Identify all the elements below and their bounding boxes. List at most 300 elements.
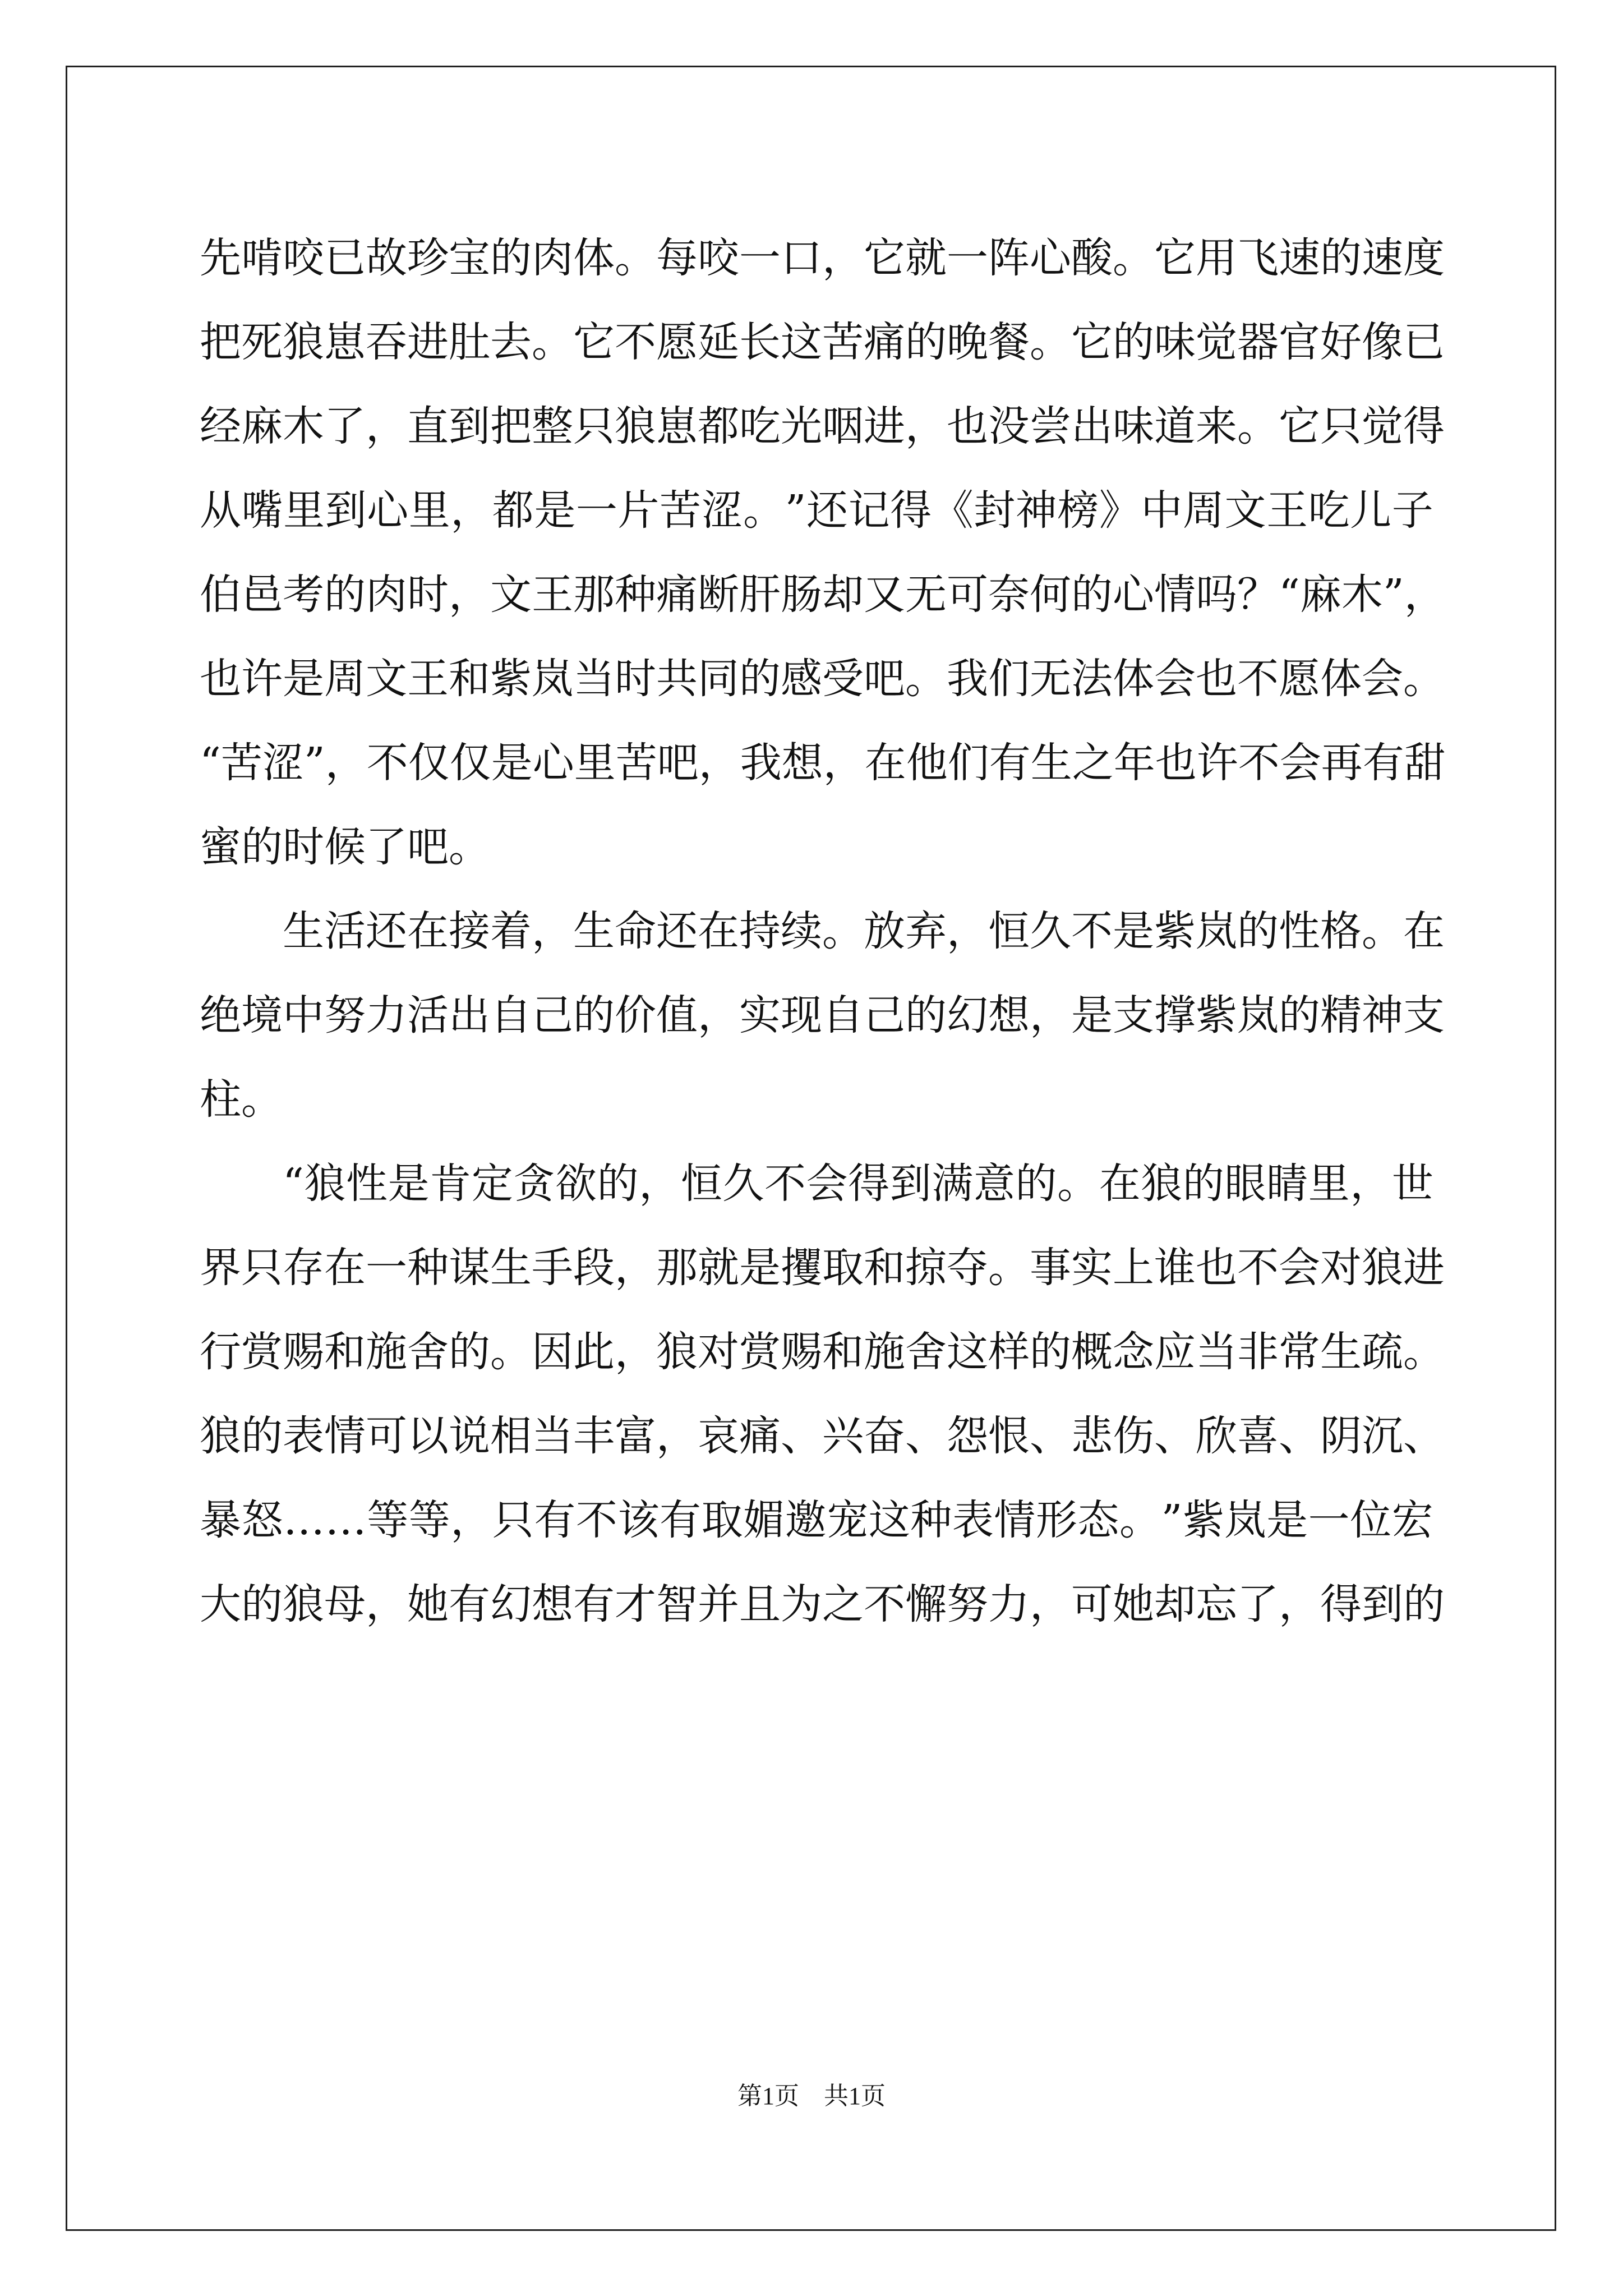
- glyph: 道: [1154, 402, 1196, 450]
- glyph: 不: [575, 1496, 617, 1544]
- glyph: ，: [698, 991, 739, 1039]
- glyph: ，: [656, 1412, 698, 1460]
- glyph: 事: [1030, 1244, 1071, 1292]
- glyph: …: [325, 1496, 367, 1544]
- glyph: 和: [449, 655, 490, 703]
- glyph: 长: [739, 318, 781, 366]
- glyph: 当: [573, 655, 615, 703]
- glyph: 那: [656, 1244, 698, 1292]
- glyph: 有: [449, 1580, 490, 1628]
- glyph: 久: [722, 1159, 764, 1208]
- glyph: 存: [283, 1244, 324, 1292]
- glyph: 也: [200, 655, 241, 703]
- glyph: 》: [1099, 486, 1141, 535]
- glyph: 的: [739, 655, 781, 703]
- glyph: 会: [1362, 655, 1403, 703]
- glyph: 吧: [657, 739, 699, 787]
- glyph: 生: [490, 1244, 532, 1292]
- glyph: ，: [1030, 1580, 1071, 1628]
- glyph: 段: [573, 1244, 615, 1292]
- glyph: 有: [660, 1496, 702, 1544]
- glyph: 里: [408, 486, 450, 535]
- glyph: 之: [1072, 739, 1114, 787]
- glyph: 痛: [739, 1412, 781, 1460]
- glyph: 王: [407, 655, 449, 703]
- glyph: 境: [241, 991, 283, 1039]
- glyph: ，: [532, 907, 573, 955]
- glyph: 愿: [1279, 655, 1320, 703]
- glyph: 一: [1308, 1496, 1350, 1544]
- glyph: 宏: [1391, 1496, 1433, 1544]
- glyph: 咬: [698, 234, 739, 282]
- glyph: 赏: [241, 1328, 283, 1376]
- glyph: 念: [1113, 1328, 1154, 1376]
- glyph: 手: [532, 1244, 573, 1292]
- glyph: 子: [1391, 486, 1433, 535]
- glyph: 在: [1403, 907, 1445, 955]
- glyph: ，: [1279, 1580, 1320, 1628]
- glyph: 里: [574, 739, 616, 787]
- glyph: 岚: [1237, 991, 1279, 1039]
- glyph: 我: [947, 655, 988, 703]
- glyph: …: [283, 1496, 325, 1544]
- glyph: 样: [988, 1328, 1030, 1376]
- glyph: 会: [806, 1159, 848, 1208]
- glyph: 悲: [1071, 1412, 1113, 1460]
- glyph: 苦: [220, 739, 262, 787]
- glyph: 不: [864, 1580, 905, 1628]
- glyph: 考: [283, 570, 324, 619]
- glyph: 岚: [532, 655, 573, 703]
- glyph: 母: [324, 1580, 366, 1628]
- glyph: 是: [283, 655, 324, 703]
- glyph: 也: [1196, 655, 1237, 703]
- glyph: 它: [1071, 318, 1113, 366]
- glyph: 且: [739, 1580, 781, 1628]
- glyph: 取: [822, 1244, 864, 1292]
- glyph: 欣: [1196, 1412, 1237, 1460]
- glyph: 狼: [283, 318, 324, 366]
- glyph: 支: [1113, 991, 1154, 1039]
- glyph: 性: [346, 1159, 388, 1208]
- glyph: 之: [822, 1580, 864, 1628]
- glyph: 想: [781, 739, 823, 787]
- glyph: ，: [823, 739, 865, 787]
- glyph: ，: [325, 739, 367, 787]
- glyph: 等: [367, 1496, 409, 1544]
- glyph: 先: [200, 234, 241, 282]
- glyph: 嘴: [241, 486, 283, 535]
- glyph: 把: [490, 402, 532, 450]
- glyph: 续: [781, 907, 822, 955]
- glyph: 仅: [449, 739, 491, 787]
- glyph: 狼: [304, 1159, 346, 1208]
- glyph: 情: [324, 1412, 366, 1460]
- glyph: 。: [1119, 1496, 1161, 1544]
- glyph: 生: [1030, 739, 1072, 787]
- glyph: 还: [366, 907, 407, 955]
- glyph: 性: [1279, 907, 1320, 955]
- glyph: 格: [1320, 907, 1362, 955]
- glyph: 文: [366, 655, 407, 703]
- glyph: 持: [739, 907, 781, 955]
- glyph: 死: [241, 318, 283, 366]
- glyph: 是: [1071, 991, 1113, 1039]
- glyph: ，: [698, 739, 740, 787]
- glyph: 懈: [905, 1580, 947, 1628]
- glyph: 到: [1362, 1580, 1403, 1628]
- glyph: ？: [1237, 570, 1279, 619]
- glyph: 咽: [822, 402, 864, 450]
- glyph: 。: [615, 234, 656, 282]
- glyph: 努: [324, 991, 366, 1039]
- glyph: 的: [1071, 570, 1113, 619]
- glyph: 恒: [680, 1159, 722, 1208]
- glyph: 神: [1362, 991, 1403, 1039]
- glyph: 绝: [200, 991, 241, 1039]
- glyph: 直: [407, 402, 449, 450]
- glyph: 奈: [988, 570, 1030, 619]
- glyph: 的: [1237, 907, 1279, 955]
- glyph: 的: [905, 991, 947, 1039]
- glyph: 儿: [1350, 486, 1392, 535]
- glyph: 幻: [490, 1580, 532, 1628]
- glyph: 年: [1113, 739, 1155, 787]
- glyph: ，: [450, 486, 492, 535]
- glyph: 出: [449, 991, 490, 1039]
- glyph: 情: [994, 1496, 1036, 1544]
- glyph: 世: [1391, 1159, 1433, 1208]
- glyph: 没: [988, 402, 1030, 450]
- glyph: 位: [1350, 1496, 1392, 1544]
- glyph: 把: [200, 318, 241, 366]
- glyph: 得: [1320, 1580, 1362, 1628]
- glyph: 岚: [1196, 907, 1237, 955]
- glyph: 了: [1237, 1580, 1279, 1628]
- glyph: 它: [573, 318, 615, 366]
- text-line: [200, 468, 1433, 553]
- glyph: 意: [973, 1159, 1015, 1208]
- glyph: 行: [200, 1328, 241, 1376]
- glyph: 价: [615, 991, 656, 1039]
- glyph: 紫: [1196, 991, 1237, 1039]
- glyph: 。: [988, 1244, 1030, 1292]
- glyph: 感: [781, 655, 822, 703]
- glyph: 喜: [1237, 1412, 1279, 1460]
- glyph: 想: [532, 1580, 573, 1628]
- glyph: 此: [573, 1328, 615, 1376]
- glyph: 自: [490, 991, 532, 1039]
- glyph: 眼: [1224, 1159, 1266, 1208]
- glyph: 放: [864, 907, 905, 955]
- glyph: ，: [1404, 570, 1446, 619]
- glyph: 当: [532, 1412, 573, 1460]
- glyph: 咬: [283, 234, 324, 282]
- glyph: 。: [743, 486, 785, 535]
- glyph: 媚: [743, 1496, 785, 1544]
- glyph: 实: [739, 991, 781, 1039]
- glyph: 弃: [905, 907, 947, 955]
- glyph: 一: [739, 234, 781, 282]
- glyph: 这: [947, 1328, 988, 1376]
- glyph: 口: [781, 234, 822, 282]
- glyph: 精: [1320, 991, 1362, 1039]
- glyph: 王: [532, 570, 573, 619]
- glyph: 可: [1071, 1580, 1113, 1628]
- glyph: 体: [573, 234, 615, 282]
- glyph: 甜: [1404, 739, 1446, 787]
- glyph: 延: [698, 318, 739, 366]
- glyph: 会: [1279, 1244, 1320, 1292]
- glyph: 想: [988, 991, 1030, 1039]
- glyph: 、: [905, 1412, 947, 1460]
- glyph: 到: [449, 402, 490, 450]
- glyph: 记: [848, 486, 890, 535]
- glyph: 实: [1071, 1244, 1113, 1292]
- glyph: 自: [822, 991, 864, 1039]
- glyph: 官: [1279, 318, 1320, 366]
- glyph: 在: [324, 1244, 366, 1292]
- glyph: 对: [1320, 1244, 1362, 1292]
- glyph: 不: [366, 739, 408, 787]
- glyph: 施: [366, 1328, 407, 1376]
- glyph: 和: [822, 1328, 864, 1376]
- glyph: 已: [1403, 318, 1445, 366]
- glyph: 肝: [739, 570, 781, 619]
- glyph: 表: [283, 1412, 324, 1460]
- text-line: 蜜的时候了吧。: [200, 823, 490, 871]
- glyph: 痛: [656, 570, 698, 619]
- glyph: 种: [615, 570, 656, 619]
- glyph: 欲: [555, 1159, 597, 1208]
- glyph: 己: [532, 991, 573, 1039]
- glyph: 的: [1015, 1159, 1057, 1208]
- glyph: 接: [449, 907, 490, 955]
- glyph: 吃: [1308, 486, 1350, 535]
- glyph: 活: [407, 991, 449, 1039]
- glyph: 丰: [573, 1412, 615, 1460]
- glyph: 并: [698, 1580, 739, 1628]
- glyph: 晚: [947, 318, 988, 366]
- glyph: 邀: [785, 1496, 827, 1544]
- glyph: 餐: [988, 318, 1030, 366]
- glyph: 觉: [1196, 318, 1237, 366]
- glyph: 不: [1237, 1244, 1279, 1292]
- glyph: 不: [1071, 907, 1113, 955]
- glyph: 整: [532, 402, 573, 450]
- glyph: 了: [324, 402, 366, 450]
- glyph: 伤: [1113, 1412, 1154, 1460]
- glyph: 无: [1030, 655, 1071, 703]
- glyph: 阴: [1320, 1412, 1362, 1460]
- glyph: 周: [324, 655, 366, 703]
- glyph: 为: [781, 1580, 822, 1628]
- text-line: [200, 1226, 1445, 1310]
- text-line: [200, 1310, 1445, 1394]
- glyph: 无: [905, 570, 947, 619]
- glyph: 吗: [1196, 570, 1237, 619]
- glyph: 同: [698, 655, 739, 703]
- glyph: 。: [1403, 655, 1445, 703]
- glyph: 。: [1403, 1328, 1445, 1376]
- glyph: 苦: [660, 486, 702, 535]
- glyph: ，: [947, 907, 988, 955]
- text-line: [200, 553, 1446, 637]
- glyph: 苦: [822, 318, 864, 366]
- glyph: 有: [1362, 739, 1404, 787]
- glyph: 努: [947, 1580, 988, 1628]
- glyph: 一: [947, 234, 988, 282]
- glyph: 味: [1154, 318, 1196, 366]
- glyph: 肠: [781, 570, 822, 619]
- glyph: 只: [573, 402, 615, 450]
- glyph: 不: [615, 318, 656, 366]
- glyph: 力: [988, 1580, 1030, 1628]
- glyph: 己: [864, 991, 905, 1039]
- glyph: 心: [367, 486, 409, 535]
- glyph: 时: [407, 570, 449, 619]
- glyph: 紫: [1182, 1496, 1224, 1544]
- glyph: 像: [1362, 318, 1403, 366]
- glyph: 来: [1196, 402, 1237, 450]
- glyph: 贪: [513, 1159, 555, 1208]
- glyph: 故: [366, 234, 407, 282]
- glyph: 尝: [1030, 402, 1071, 450]
- glyph: 宠: [827, 1496, 869, 1544]
- glyph: 体: [1113, 655, 1154, 703]
- glyph: 因: [532, 1328, 573, 1376]
- glyph: ，: [615, 1328, 656, 1376]
- glyph: 却: [1154, 1580, 1196, 1628]
- glyph: 。: [822, 907, 864, 955]
- glyph: 。: [532, 318, 573, 366]
- glyph: “: [283, 1159, 304, 1208]
- glyph: 何: [1030, 570, 1071, 619]
- text-line: 柱。: [200, 1075, 283, 1124]
- glyph: 。: [1030, 318, 1071, 366]
- glyph: 、: [1403, 1412, 1445, 1460]
- glyph: 还: [806, 486, 849, 535]
- glyph: 狼: [200, 1412, 241, 1460]
- glyph: 生: [283, 907, 324, 955]
- text-line: [200, 1142, 1433, 1226]
- glyph: 又: [864, 570, 905, 619]
- glyph: 每: [656, 234, 698, 282]
- glyph: 支: [1403, 991, 1445, 1039]
- glyph: 、: [781, 1412, 822, 1460]
- glyph: 进: [1403, 1244, 1445, 1292]
- glyph: 吃: [739, 402, 781, 450]
- glyph: 和: [864, 1244, 905, 1292]
- glyph: 仅: [408, 739, 450, 787]
- glyph: 神: [1015, 486, 1057, 535]
- glyph: 该: [617, 1496, 660, 1544]
- glyph: 的: [573, 991, 615, 1039]
- glyph: 心: [1113, 570, 1154, 619]
- glyph: 和: [324, 1328, 366, 1376]
- glyph: 着: [490, 907, 532, 955]
- glyph: 我: [740, 739, 782, 787]
- glyph: 到: [889, 1159, 932, 1208]
- glyph: 掠: [905, 1244, 947, 1292]
- glyph: 赐: [283, 1328, 324, 1376]
- glyph: 文: [1224, 486, 1266, 535]
- glyph: 封: [974, 486, 1016, 535]
- glyph: 进: [407, 318, 449, 366]
- glyph: 阵: [988, 234, 1030, 282]
- glyph: 。: [1237, 402, 1279, 450]
- glyph: 就: [698, 1244, 739, 1292]
- glyph: 狼: [1362, 1244, 1403, 1292]
- glyph: 暴: [200, 1496, 241, 1544]
- glyph: 到: [325, 486, 367, 535]
- glyph: 不: [1237, 655, 1279, 703]
- glyph: 邑: [241, 570, 283, 619]
- glyph: 速: [1362, 234, 1403, 282]
- glyph: 也: [947, 402, 988, 450]
- glyph: 狼: [283, 1580, 324, 1628]
- glyph: 酸: [1071, 234, 1113, 282]
- glyph: 可: [947, 570, 988, 619]
- glyph: 。: [1057, 1159, 1099, 1208]
- glyph: 只: [241, 1244, 283, 1292]
- glyph: 攫: [781, 1244, 822, 1292]
- glyph: 在: [864, 739, 906, 787]
- glyph: 宝: [449, 234, 490, 282]
- glyph: 力: [366, 991, 407, 1039]
- glyph: 味: [1113, 402, 1154, 450]
- glyph: ，: [905, 402, 947, 450]
- glyph: 榜: [1057, 486, 1099, 535]
- glyph: 痛: [864, 318, 905, 366]
- glyph: 涩: [262, 739, 304, 787]
- glyph: 活: [324, 907, 366, 955]
- text-line: [200, 1562, 1445, 1646]
- glyph: 是: [739, 1244, 781, 1292]
- glyph: 度: [1403, 234, 1445, 282]
- glyph: 谋: [449, 1244, 490, 1292]
- glyph: 她: [407, 1580, 449, 1628]
- glyph: 生: [573, 907, 615, 955]
- glyph: 取: [701, 1496, 743, 1544]
- glyph: 才: [615, 1580, 656, 1628]
- glyph: “: [200, 739, 221, 787]
- glyph: 、: [1030, 1412, 1071, 1460]
- glyph: 得: [1403, 402, 1445, 450]
- glyph: 现: [781, 991, 822, 1039]
- glyph: 当: [1196, 1328, 1237, 1376]
- glyph: 应: [1154, 1328, 1196, 1376]
- glyph: 光: [781, 402, 822, 450]
- glyph: 进: [864, 402, 905, 450]
- text-line: [200, 721, 1446, 805]
- glyph: ，: [366, 402, 407, 450]
- glyph: 沉: [1362, 1412, 1403, 1460]
- glyph: 有: [534, 1496, 576, 1544]
- glyph: 伯: [200, 570, 241, 619]
- glyph: 撑: [1154, 991, 1196, 1039]
- glyph: 奋: [864, 1412, 905, 1460]
- glyph: 法: [1071, 655, 1113, 703]
- glyph: 只: [492, 1496, 534, 1544]
- glyph: “: [1279, 570, 1300, 619]
- document-body: [200, 216, 1446, 1646]
- glyph: 舍: [905, 1328, 947, 1376]
- glyph: 狼: [615, 402, 656, 450]
- glyph: 有: [989, 739, 1031, 787]
- text-line: [200, 637, 1445, 721]
- glyph: 的: [905, 318, 947, 366]
